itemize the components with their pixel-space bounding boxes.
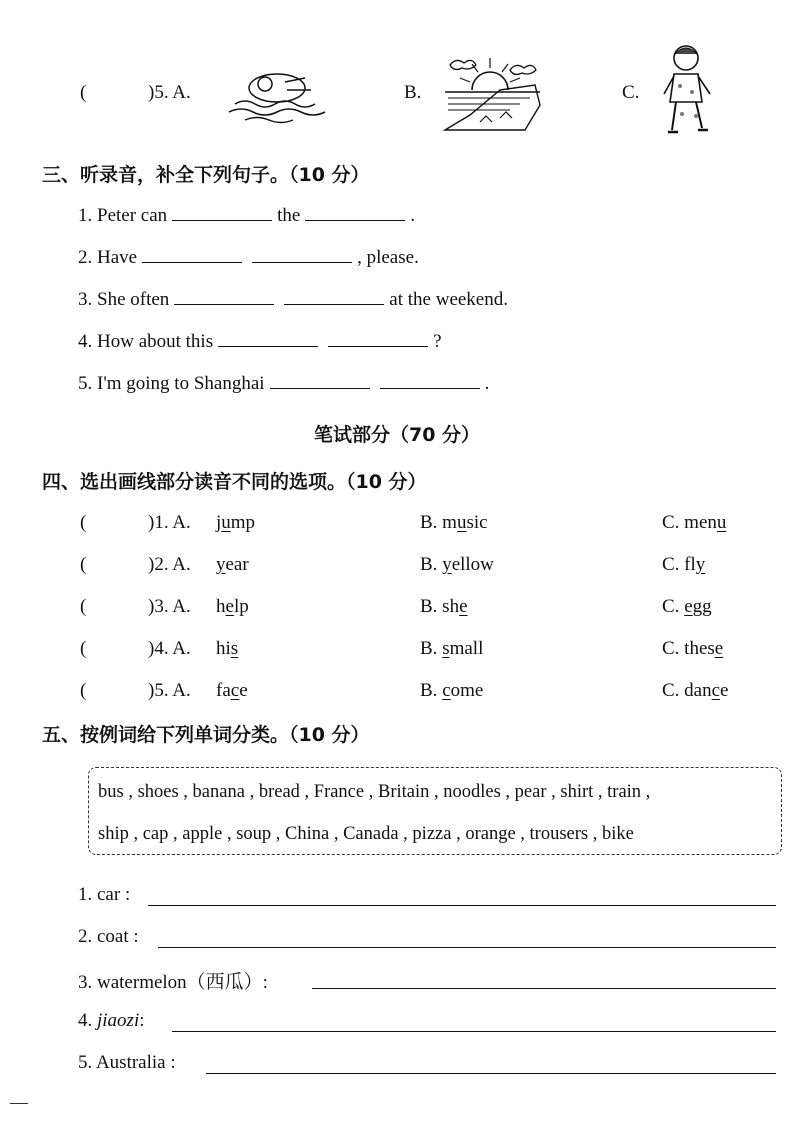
word-part: e <box>720 680 729 701</box>
sentence-5 <box>78 373 489 395</box>
blank-line <box>270 374 370 389</box>
option-c-word <box>662 554 705 576</box>
word-bank-line-2: ship , cap , apple , soup , China , Canada , pizza , orange , trousers , bike <box>98 824 634 844</box>
underlined-letters: y <box>216 554 226 575</box>
word-part: C. fl <box>662 554 696 575</box>
classify-label-4 <box>78 1010 145 1032</box>
boy-figure-icon <box>656 42 716 142</box>
sentence-4 <box>78 331 442 353</box>
answer-paren: ( <box>80 680 87 701</box>
word-part: gg <box>692 596 712 617</box>
question-number: )5. A. <box>148 82 191 103</box>
sunrise-mountain-icon <box>440 50 545 135</box>
word-part: B. <box>420 554 443 575</box>
word-part: ear <box>225 554 249 575</box>
blank-line <box>380 374 480 389</box>
option-c-word <box>662 638 723 660</box>
underlined-letters: s <box>230 638 239 659</box>
word-part: fa <box>216 680 231 701</box>
sentence-end: , please. <box>357 247 419 268</box>
word-part: h <box>216 596 226 617</box>
answer-paren: ( <box>80 554 87 575</box>
sentence-1 <box>78 205 415 227</box>
sentence-end: . <box>410 205 416 226</box>
option-b-label: B. <box>404 82 422 103</box>
underlined-letters: e <box>225 596 234 617</box>
answer-line[interactable] <box>158 947 776 948</box>
sentence-text: 5. I'm going to Shanghai <box>78 373 265 394</box>
underlined-letters: e <box>459 596 468 617</box>
answer-line[interactable] <box>148 905 776 906</box>
word-part: mp <box>230 512 256 533</box>
underlined-letters: c <box>711 680 721 701</box>
word-part: lp <box>233 596 249 617</box>
blank-line <box>174 290 274 305</box>
word-part: C. thes <box>662 638 715 659</box>
answer-line[interactable] <box>312 988 776 989</box>
word-part: hi <box>216 638 231 659</box>
sentence-text: 2. Have <box>78 247 138 268</box>
option-c-word <box>662 596 712 618</box>
sentence-text: the <box>277 205 301 226</box>
option-a-word <box>216 680 248 702</box>
underlined-letters: y <box>442 554 452 575</box>
sentence-text: 3. She often <box>78 289 170 310</box>
label-colon: : <box>139 1010 145 1031</box>
sentence-end: at the weekend. <box>389 289 508 310</box>
word-part: e <box>239 680 248 701</box>
answer-paren: ( <box>80 596 87 617</box>
underlined-letters: s <box>442 638 450 659</box>
underlined-letters: u <box>716 512 727 533</box>
sentence-end: ? <box>433 331 442 352</box>
word-bank-line-1: bus , shoes , banana , bread , France , Britain , noodles , pear , shirt , train , <box>98 782 651 802</box>
blank-line <box>218 332 318 347</box>
word-part: B. m <box>420 512 457 533</box>
blank-line <box>142 248 242 263</box>
section-5-title: 五、按例词给下列单词分类。（10 分） <box>42 724 370 746</box>
word-part: B. <box>420 638 443 659</box>
word-part: j <box>216 512 222 533</box>
question-number: )2. A. <box>148 554 191 575</box>
answer-paren: ( <box>80 638 87 659</box>
classify-label-3: 3. watermelon（西瓜）: <box>78 972 268 993</box>
answer-line[interactable] <box>206 1073 776 1074</box>
option-c-label: C. <box>622 82 640 103</box>
answer-paren: ( <box>80 512 87 533</box>
underlined-letters: e <box>684 596 693 617</box>
label-word: jiaozi <box>97 1010 140 1031</box>
word-part: ome <box>450 680 484 701</box>
blank-line <box>172 206 272 221</box>
answer-line[interactable] <box>172 1031 776 1032</box>
underlined-letters: e <box>714 638 724 659</box>
underlined-letters: u <box>456 512 467 533</box>
sentence-2 <box>78 247 419 269</box>
word-part: C. dan <box>662 680 712 701</box>
sentence-text: 4. How about this <box>78 331 214 352</box>
underlined-letters: u <box>221 512 231 533</box>
section-3-title: 三、听录音，补全下列句子。（10 分） <box>42 164 370 186</box>
swimming-icon <box>225 60 330 130</box>
blank-line <box>284 290 384 305</box>
blank-line <box>252 248 352 263</box>
option-c-word <box>662 512 726 534</box>
word-part: B. <box>420 680 443 701</box>
option-b-word <box>420 680 483 702</box>
option-b-word <box>420 596 468 618</box>
sentence-end: . <box>484 373 490 394</box>
classify-label-1: 1. car : <box>78 884 131 905</box>
underlined-letters: c <box>442 680 451 701</box>
footer-mark: — <box>10 1092 28 1112</box>
blank-line <box>305 206 405 221</box>
label-number: 4. <box>78 1010 97 1031</box>
classify-label-5: 5. Australia : <box>78 1052 176 1073</box>
option-b-word <box>420 512 488 534</box>
blank-line <box>328 332 428 347</box>
question-number: )3. A. <box>148 596 191 617</box>
word-part: sic <box>466 512 488 533</box>
option-a-word <box>216 596 249 618</box>
option-a-word <box>216 512 255 534</box>
option-a-word <box>216 554 249 576</box>
classify-label-2: 2. coat : <box>78 926 139 947</box>
option-b-word <box>420 638 483 660</box>
option-a-word <box>216 638 238 660</box>
underlined-letters: y <box>695 554 706 575</box>
word-part: B. sh <box>420 596 460 617</box>
option-c-word <box>662 680 728 702</box>
written-part-title: 笔试部分（70 分） <box>314 424 481 446</box>
word-part: C. men <box>662 512 717 533</box>
question-number: )5. A. <box>148 680 191 701</box>
answer-paren: ( <box>80 82 87 103</box>
option-b-word <box>420 554 494 576</box>
word-part: C. <box>662 596 685 617</box>
sentence-3 <box>78 289 508 311</box>
question-number: )4. A. <box>148 638 191 659</box>
section-4-title: 四、选出画线部分读音不同的选项。（10 分） <box>42 471 427 493</box>
underlined-letters: c <box>230 680 240 701</box>
word-part: ellow <box>451 554 494 575</box>
question-number: )1. A. <box>148 512 191 533</box>
sentence-text: 1. Peter can <box>78 205 168 226</box>
word-part: mall <box>449 638 484 659</box>
